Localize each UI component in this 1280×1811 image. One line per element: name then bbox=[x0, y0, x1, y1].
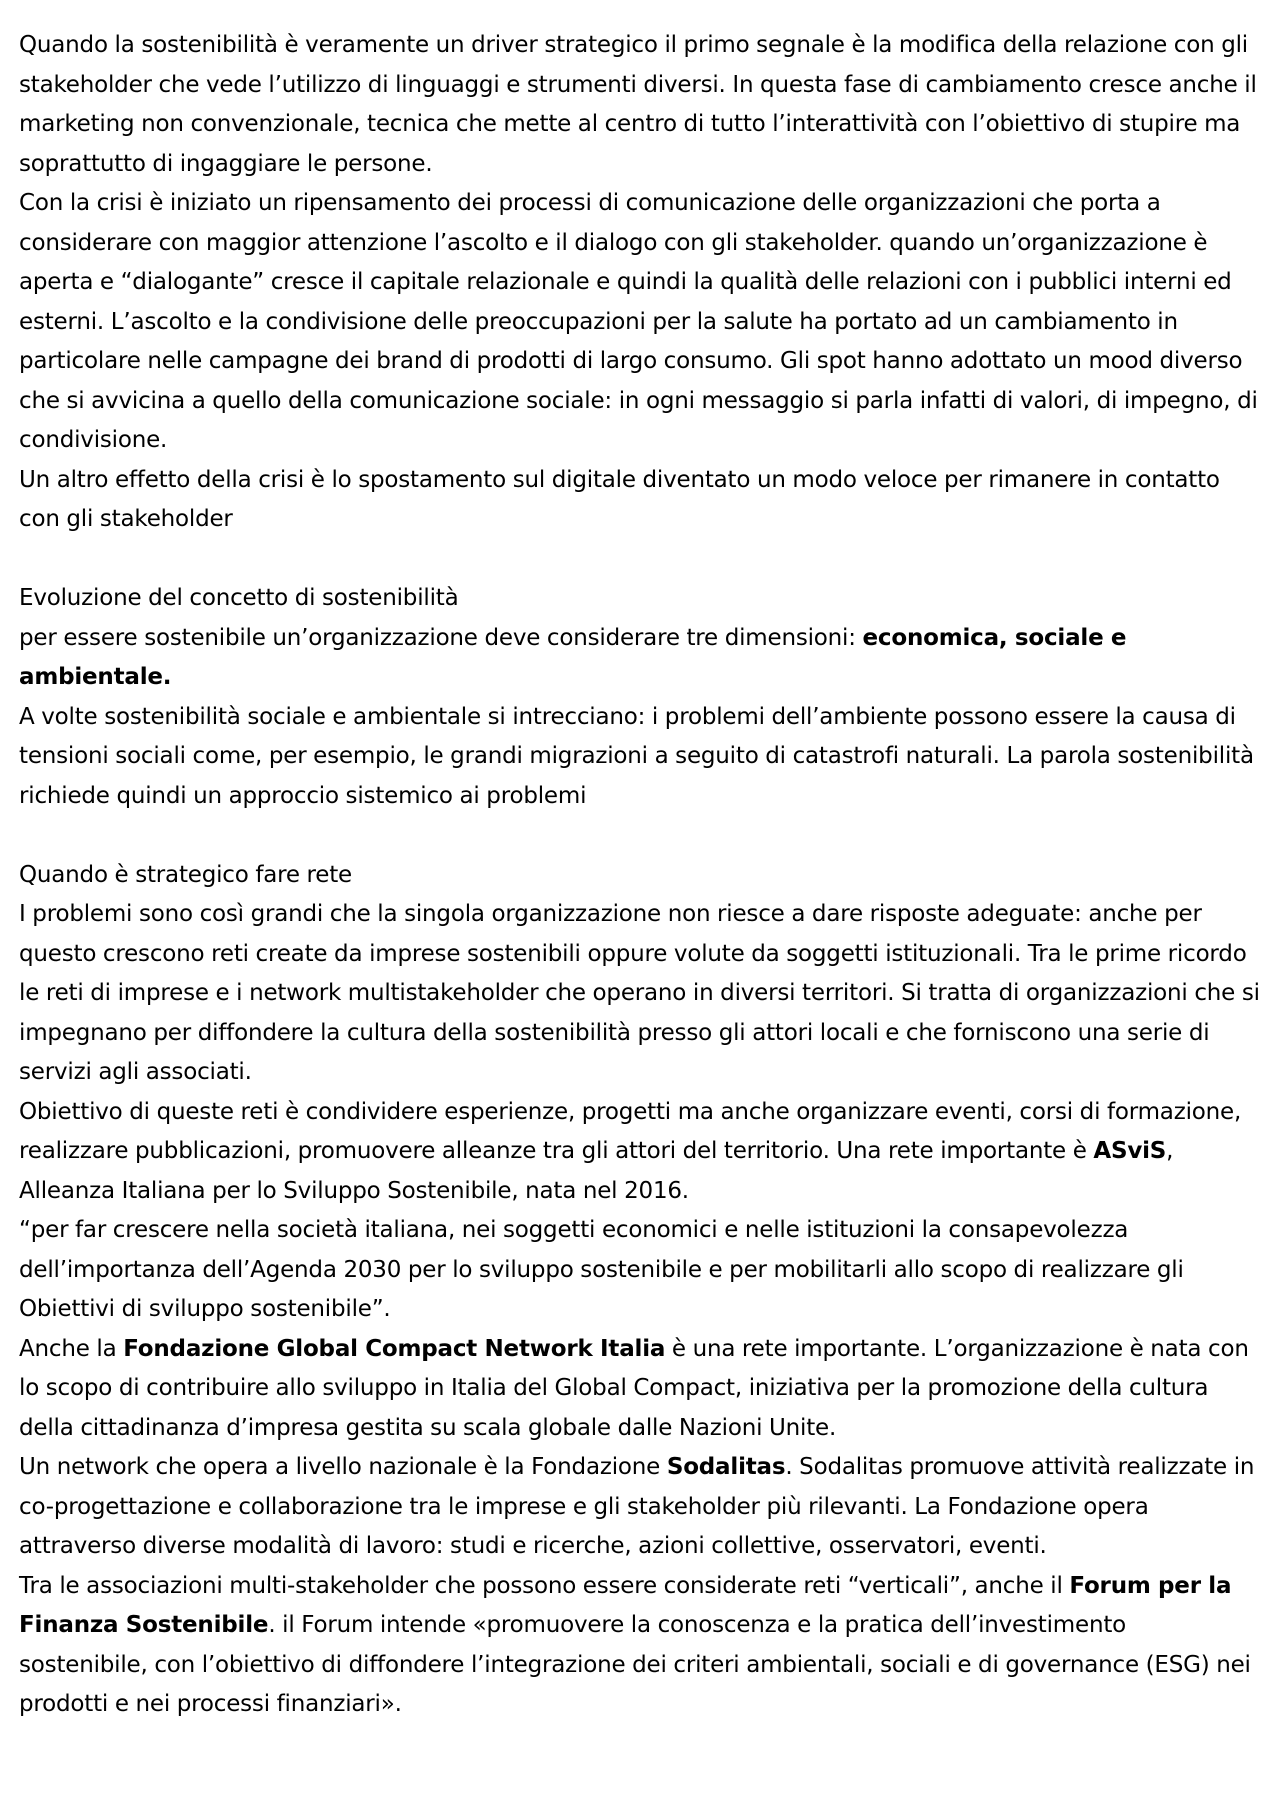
forum-finanza-bold: Forum per la Finanza Sostenibile bbox=[19, 1572, 1232, 1638]
networks-p2-text-after: , Alleanza Italiana per lo Sviluppo Sostenibile, nata nel 2016. bbox=[19, 1138, 1174, 1204]
evolution-paragraph-2: A volte sostenibilità sociale e ambientale si intrecciano: i problemi dell’ambiente possono essere la causa di tensioni sociali come, per esempio, le grandi migrazioni a seguito di catastrofi naturali. La parola sostenibilità richiede quindi un approccio sistemico ai problemi bbox=[19, 703, 1254, 809]
networks-p4-text: Anche la bbox=[19, 1335, 124, 1362]
networks-p2-text: Obiettivo di queste reti è condividere esperienze, progetti ma anche organizzare eventi, corsi di formazione, realizzare pubblicazioni, promuovere alleanze tra gli attori del territorio. Una rete importante è bbox=[19, 1098, 1242, 1164]
networks-p6-text-after: . il Forum intende «promuovere la conoscenza e la pratica dell’investimento sostenibile, con l’obiettivo di diffondere l’integrazione dei criteri ambientali, sociali e di governance (ESG) nei prodotti e nei processi finanziari». bbox=[19, 1612, 1251, 1717]
section-heading-evolution: Evoluzione del concetto di sostenibilità bbox=[19, 585, 459, 611]
global-compact-bold: Fondazione Global Compact Network Italia bbox=[123, 1335, 666, 1362]
networks-p5-text: Un network che opera a livello nazionale è la Fondazione bbox=[19, 1454, 667, 1480]
blank-line bbox=[19, 540, 1261, 580]
networks-paragraph-1: I problemi sono così grandi che la singola organizzazione non riesce a dare risposte adeguate: anche per questo crescono reti create da imprese sostenibili oppure volute da soggetti istituzionali. Tra le prime ricordo le reti di imprese e i network multistakeholder che operano in diversi territori. Si tratta di organizzazioni che si impegnano per diffondere la cultura della sostenibilità presso gli attori locali e che forniscono una serie di servizi agli associati. bbox=[19, 901, 1260, 1085]
networks-p5-text-after: . Sodalitas promuove attività realizzate in co-progettazione e collaborazione tra le imprese e gli stakeholder più rilevanti. La Fondazione opera attraverso diverse modalità di lavoro: studi e ricerche, azioni collettive, osservatori, eventi. bbox=[19, 1454, 1255, 1559]
networks-p6-text: Tra le associazioni multi-stakeholder che possono essere considerate reti “verticali”, anche il bbox=[19, 1572, 1070, 1599]
evolution-p1-bold: economica, sociale e ambientale. bbox=[19, 624, 1127, 690]
networks-paragraph-6 bbox=[19, 1567, 1261, 1725]
intro-paragraph-2: Con la crisi è iniziato un ripensamento dei processi di comunicazione delle organizzazioni che porta a considerare con maggior attenzione l’ascolto e il dialogo con gli stakeholder. quando un’organizzazione è aperta e “dialogante” cresce il capitale relazionale e quindi la qualità delle relazioni con i pubblici interni ed esterni. L’ascolto e la condivisione delle preoccupazioni per la salute ha portato ad un cambiamento in particolare nelle campagne dei brand di prodotti di largo consumo. Gli spot hanno adottato un mood diverso che si avvicina a quello della comunicazione sociale: in ogni messaggio si parla infatti di valori, di impegno, di condivisione. bbox=[19, 190, 1258, 453]
intro-paragraph-3: Un altro effetto della crisi è lo spostamento sul digitale diventato un modo veloce per rimanere in contatto con gli stakeholder bbox=[19, 466, 1220, 532]
evolution-p1-text: per essere sostenibile un’organizzazione deve considerare tre dimensioni: bbox=[19, 624, 863, 651]
asvis-bold: ASviS bbox=[1093, 1138, 1167, 1164]
blank-line bbox=[19, 816, 1261, 856]
networks-paragraph-2 bbox=[19, 1093, 1261, 1212]
networks-quote: “per far crescere nella società italiana, nei soggetti economici e nelle istituzioni la consapevolezza dell’importanza dell’Agenda 2030 per lo sviluppo sostenibile e per mobilitarli allo scopo di realizzare gli Obiettivi di sviluppo sostenibile”. bbox=[19, 1217, 1184, 1322]
evolution-paragraph-1 bbox=[19, 619, 1261, 698]
section-heading-networks: Quando è strategico fare rete bbox=[19, 861, 353, 888]
intro-paragraph-1: Quando la sostenibilità è veramente un driver strategico il primo segnale è la modifica della relazione con gli stakeholder che vede l’utilizzo di linguaggi e strumenti diversi. In questa fase di cambiamento cresce anche il marketing non convenzionale, tecnica che mette al centro di tutto l’interattività con l’obiettivo di stupire ma soprattutto di ingaggiare le persone. bbox=[19, 32, 1257, 177]
networks-paragraph-4 bbox=[19, 1330, 1261, 1449]
networks-paragraph-5 bbox=[19, 1448, 1261, 1567]
sodalitas-bold: Sodalitas bbox=[666, 1454, 786, 1480]
networks-p4-text-after: è una rete importante. L’organizzazione è nata con lo scopo di contribuire allo sviluppo in Italia del Global Compact, iniziativa per la promozione della cultura della cittadinanza d’impresa gestita su scala globale dalle Nazioni Unite. bbox=[19, 1335, 1249, 1441]
